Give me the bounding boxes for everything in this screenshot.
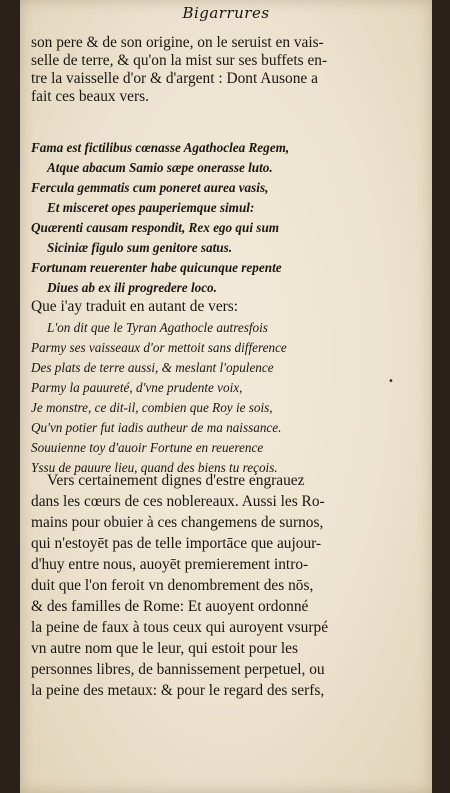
- text-line: son pere & de son origine, on le seruist en vais-: [31, 34, 324, 51]
- verse-line: Diues ab ex ili progredere loco.: [47, 280, 217, 295]
- verse-line: Qu'vn potier fut iadis autheur de ma naissance.: [31, 420, 282, 435]
- prose-paragraph-2: [31, 470, 423, 701]
- latin-verse: [31, 138, 423, 298]
- text-line: la peine de faux à tous ceux qui auroyent vsurpé: [31, 619, 329, 636]
- running-title: Bigarrures: [182, 4, 270, 22]
- verse-line: Des plats de terre aussi, & meslant l'opulence: [31, 360, 274, 375]
- text-line: personnes libres, de bannissement perpetuel, ou: [31, 661, 325, 678]
- verse-line: Atque abacum Samio sæpe onerasse luto.: [47, 160, 273, 175]
- text-line: dans les cœurs de ces noblereaux. Aussi les Ro-: [31, 493, 325, 510]
- text-line: vn autre nom que le leur, qui estoit pour les: [31, 640, 298, 657]
- verse-line: L'on dit que le Tyran Agathocle autresfois: [47, 320, 268, 335]
- text-line: d'huy entre nous, auoyēt premierement intro-: [31, 556, 309, 573]
- translation-intro: Que i'ay traduit en autant de vers:: [31, 298, 239, 315]
- text-line: & des familles de Rome: Et auoyent ordonné: [31, 598, 309, 615]
- french-verse: [31, 318, 423, 478]
- ink-dot: •: [388, 376, 394, 387]
- verse-line: Yssu de pauure lieu, quand des biens tu reçois.: [31, 460, 278, 475]
- verse-line: Fama est fictilibus cœnasse Agathoclea Regem,: [31, 140, 290, 155]
- text-line: tre la vaisselle d'or & d'argent : Dont Ausone a: [31, 70, 318, 87]
- verse-line: Et misceret opes pauperiemque simul:: [47, 200, 255, 215]
- verse-line: Parmy la pauureté, d'vne prudente voix,: [31, 380, 243, 395]
- verse-line: Quærenti causam respondit, Rex ego qui sum: [31, 220, 280, 235]
- verse-line: Fortunam reuerenter habe quicunque repente: [31, 260, 282, 275]
- text-line: la peine des metaux: & pour le regard des serfs,: [31, 682, 325, 699]
- text-line: Vers certainement dignes d'estre engrauez: [47, 472, 305, 489]
- text-line: fait ces beaux vers.: [31, 88, 149, 105]
- verse-line: Parmy ses vaisseaux d'or mettoit sans difference: [31, 340, 287, 355]
- text-line: selle de terre, & qu'on la mist sur ses buffets en-: [31, 52, 328, 69]
- verse-line: Siciniæ figulo sum genitore satus.: [47, 240, 233, 255]
- text-line: qui n'estoyēt pas de telle importāce que aujour-: [31, 535, 322, 552]
- text-line: mains pour obuier à ces changemens de surnos,: [31, 514, 324, 531]
- verse-line: Fercula gemmatis cum poneret aurea vasis,: [31, 180, 269, 195]
- verse-line: Je monstre, ce dit-il, combien que Roy ie sois,: [31, 400, 273, 415]
- prose-paragraph-1: [31, 34, 423, 106]
- verse-line: Souuienne toy d'auoir Fortune en reuerence: [31, 440, 264, 455]
- book-page: [20, 0, 432, 793]
- text-line: duit que l'on feroit vn denombrement des nōs,: [31, 577, 314, 594]
